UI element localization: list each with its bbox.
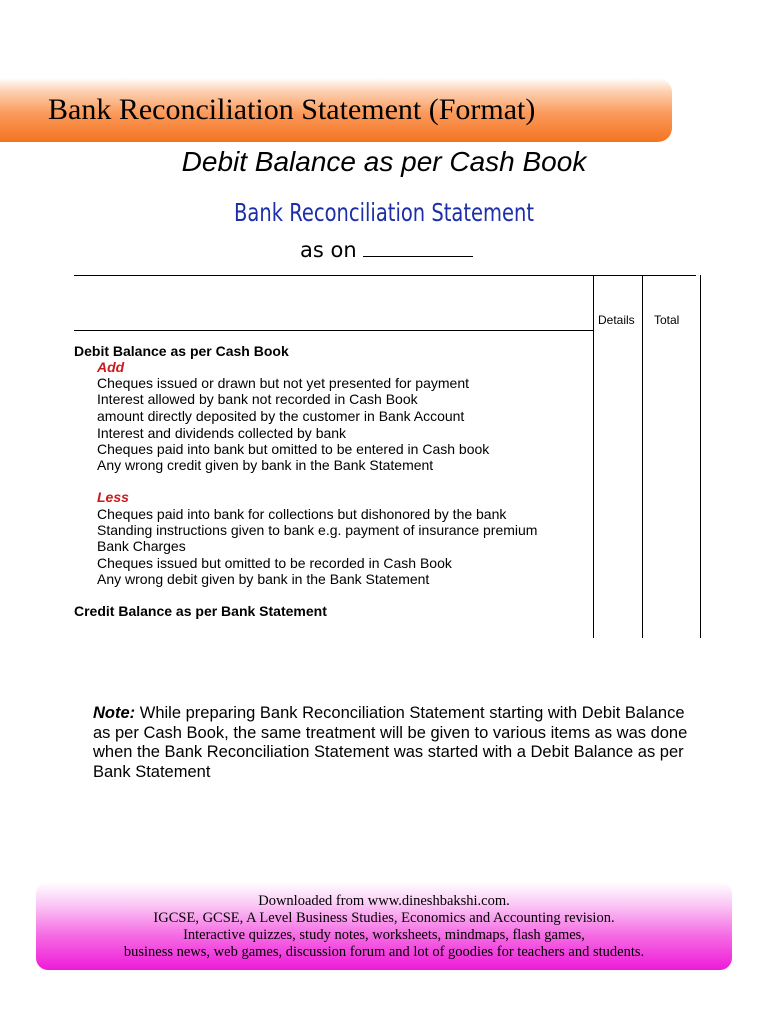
closing-balance: Credit Balance as per Bank Statement <box>74 603 327 619</box>
table-top-line <box>74 275 696 276</box>
note-text: While preparing Bank Reconciliation Statement starting with Debit Balance as per Cash Book, the same treatment will be given to various items as was done when the Bank Reconciliation Statement was started with a Debit Balance as per Bank Statement <box>93 704 688 781</box>
add-item: Cheques paid into bank but omitted to be entered in Cash book <box>97 441 490 457</box>
less-label: Less <box>97 489 129 505</box>
as-on-date <box>300 238 473 262</box>
footer-line: Downloaded from www.dineshbakshi.com. <box>258 893 510 909</box>
less-item: Standing instructions given to bank e.g. payment of insurance premium <box>97 522 538 538</box>
total-column-divider <box>642 275 643 638</box>
footer-line: business news, web games, discussion forum and lot of goodies for teachers and students. <box>123 944 645 960</box>
note-paragraph <box>93 704 693 782</box>
add-item: Any wrong credit given by bank in the Bank Statement <box>97 457 434 473</box>
table-right-border <box>700 275 701 638</box>
less-item: Bank Charges <box>97 538 186 554</box>
opening-balance: Debit Balance as per Cash Book <box>74 343 289 359</box>
add-item: Cheques issued or drawn but not yet presented for payment <box>97 375 469 391</box>
note-label: Note: <box>93 704 136 722</box>
date-blank-line <box>363 238 473 257</box>
add-item: amount directly deposited by the customer in Bank Account <box>97 408 465 424</box>
add-item: Interest allowed by bank not recorded in Cash Book <box>97 391 418 407</box>
less-item: Cheques paid into bank for collections but dishonored by the bank <box>97 506 507 522</box>
column-header-details: Details <box>598 313 635 327</box>
page-title: Bank Reconciliation Statement (Format) <box>48 93 536 126</box>
table-header-line <box>74 330 594 331</box>
footer-line: IGCSE, GCSE, A Level Business Studies, Economics and Accounting revision. <box>153 910 615 926</box>
details-column-divider <box>593 275 594 638</box>
add-item: Interest and dividends collected by bank <box>97 425 347 441</box>
add-label: Add <box>97 359 125 375</box>
less-item: Cheques issued but omitted to be recorded in Cash Book <box>97 555 452 571</box>
as-on-label: as on <box>300 238 357 262</box>
less-item: Any wrong debit given by bank in the Bank Statement <box>97 571 430 587</box>
column-header-total: Total <box>654 313 680 327</box>
statement-title: Bank Reconciliation Statement <box>234 198 534 227</box>
footer-text <box>36 893 732 961</box>
footer-line: Interactive quizzes, study notes, worksheets, mindmaps, flash games, <box>183 927 585 943</box>
page-subtitle: Debit Balance as per Cash Book <box>181 146 587 177</box>
